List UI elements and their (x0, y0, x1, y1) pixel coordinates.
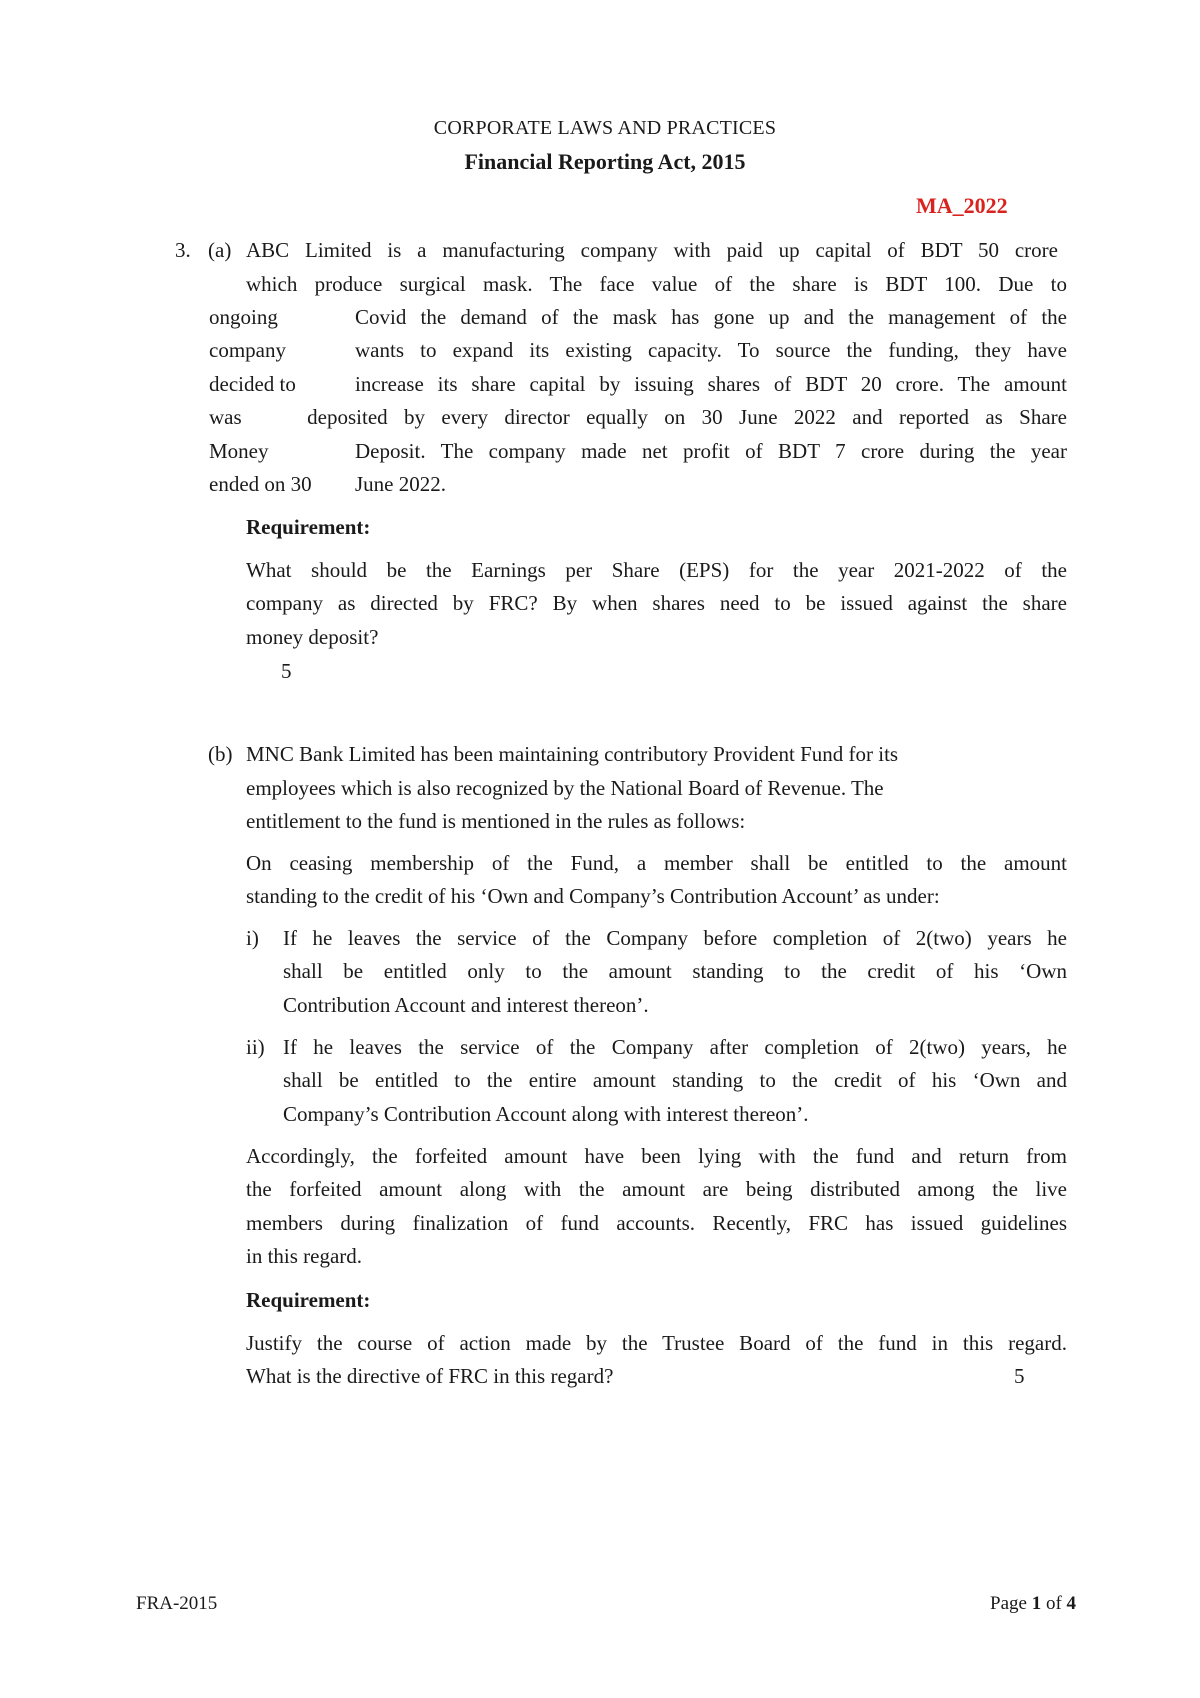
part-a-requirement-line-1: What should be the Earnings per Share (EPS) for the year 2021-2022 of the (246, 558, 1067, 582)
page-number (990, 1593, 1076, 1615)
part-b-accordingly-line-2: the forfeited amount along with the amount are being distributed among the live (246, 1177, 1067, 1201)
part-a-was-line: was deposited by every director equally on 30 June 2022 and reported as Share (209, 405, 1067, 429)
list-item-2-line-2: shall be entitled to the entire amount standing to the credit of his ‘Own and (283, 1068, 1067, 1092)
question-number: 3. (175, 238, 191, 262)
part-a-row-4-right: Deposit. The company made net profit of BDT 7 crore during the year (355, 439, 1067, 463)
page-current: 1 (1031, 1593, 1042, 1614)
list-item-1-line-1: If he leaves the service of the Company before completion of 2(two) years he (283, 926, 1067, 950)
page-of: of (1045, 1593, 1062, 1614)
list-item-marker: i) (246, 926, 259, 950)
part-a-row-3-right: increase its share capital by issuing shares of BDT 20 crore. The amount (355, 372, 1067, 396)
act-title: Financial Reporting Act, 2015 (464, 149, 746, 174)
part-a-line-2: which produce surgical mask. The face value of the share is BDT 100. Due to (246, 272, 1067, 296)
part-a-requirement-line-2: company as directed by FRC? By when shares need to be issued against the share (246, 591, 1067, 615)
part-a-row-2-right: wants to expand its existing capacity. To source the funding, they have (355, 338, 1067, 362)
list-item-2-line-3: Company’s Contribution Account along with interest thereon’. (283, 1102, 809, 1126)
list-item-marker: ii) (246, 1035, 265, 1059)
part-b-intro-line-3: entitlement to the fund is mentioned in the rules as follows: (246, 809, 746, 833)
part-a-row-5-right: June 2022. (355, 472, 446, 496)
part-b-label: (b) (208, 742, 233, 766)
list-item-1-line-3: Contribution Account and interest thereon’. (283, 993, 649, 1017)
part-b-intro-line-1: MNC Bank Limited has been maintaining contributory Provident Fund for its (246, 742, 899, 766)
part-b-marks: 5 (1014, 1364, 1025, 1388)
part-a-row-5-left: ended on 30 (209, 472, 312, 496)
part-b-accordingly-line-4: in this regard. (246, 1244, 363, 1268)
list-item-2-line-1: If he leaves the service of the Company after completion of 2(two) years, he (283, 1035, 1067, 1059)
footer-doc-code: FRA-2015 (136, 1593, 218, 1614)
part-b-requirement-line-1: Justify the course of action made by the Trustee Board of the fund in this regard. (246, 1331, 1067, 1355)
part-a-row-1-right: Covid the demand of the mask has gone up and the management of the (355, 305, 1067, 329)
exam-code: MA_2022 (916, 193, 1008, 218)
part-a-requirement-heading: Requirement: (246, 515, 371, 539)
part-b-intro-line-2: employees which is also recognized by the National Board of Revenue. The (246, 776, 884, 800)
part-a-requirement-line-3: money deposit? (246, 625, 379, 649)
part-a-row-4-left: Money (209, 439, 269, 463)
part-b-ceasing-line-1: On ceasing membership of the Fund, a member shall be entitled to the amount (246, 851, 1067, 875)
part-b-requirement-heading: Requirement: (246, 1288, 371, 1312)
part-b-accordingly-line-1: Accordingly, the forfeited amount have been lying with the fund and return from (246, 1144, 1067, 1168)
part-b-ceasing-line-2: standing to the credit of his ‘Own and Company’s Contribution Account’ as under: (246, 884, 940, 908)
page-total: 4 (1066, 1593, 1077, 1614)
part-a-line-1: ABC Limited is a manufacturing company with paid up capital of BDT 50 crore (246, 238, 1058, 262)
page-prefix: Page (990, 1593, 1027, 1614)
part-a-row-2-left: company (209, 338, 286, 362)
part-b-requirement-line-2: What is the directive of FRC in this regard? (246, 1364, 614, 1388)
part-a-row-1-left: ongoing (209, 305, 278, 329)
part-a-label: (a) (208, 238, 232, 262)
part-a-marks: 5 (281, 659, 292, 683)
part-a-row-3-left: decided to (209, 372, 296, 396)
list-item-1-line-2: shall be entitled only to the amount standing to the credit of his ‘Own (283, 959, 1067, 983)
part-b-accordingly-line-3: members during finalization of fund accounts. Recently, FRC has issued guidelines (246, 1211, 1067, 1235)
course-title: CORPORATE LAWS AND PRACTICES (433, 117, 777, 139)
